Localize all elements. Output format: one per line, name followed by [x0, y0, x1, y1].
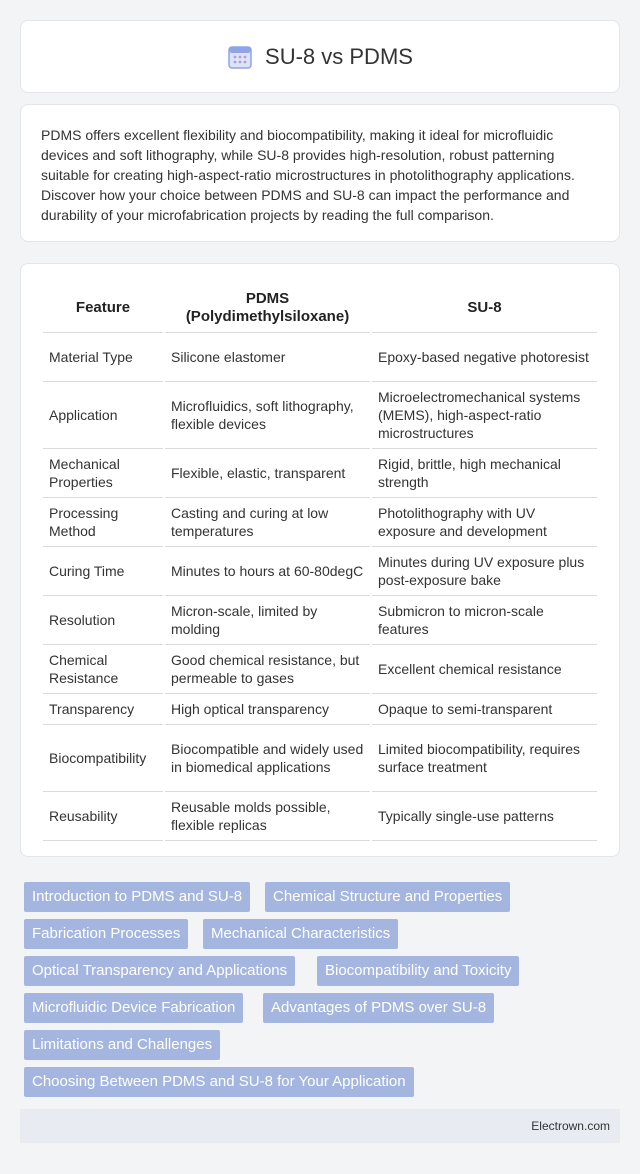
table-cell: Mechanical Properties [43, 449, 163, 498]
table-cell: Biocompatibility [43, 725, 163, 792]
table-cell: Reusable molds possible, flexible replicas [165, 792, 370, 841]
table-cell: Casting and curing at low temperatures [165, 498, 370, 547]
table-cell: Minutes to hours at 60-80degC [165, 547, 370, 596]
table-cell: Application [43, 382, 163, 449]
table-cell: Transparency [43, 694, 163, 725]
footer-site-name: Electrown.com [531, 1119, 610, 1133]
table-header-pdms: PDMS (Polydimethylsiloxane) [165, 284, 370, 333]
table-cell: High optical transparency [165, 694, 370, 725]
table-cell: Microelectromechanical systems (MEMS), high-aspect-ratio microstructures [372, 382, 597, 449]
table-cell: Biocompatible and widely used in biomedical applications [165, 725, 370, 792]
table-row [43, 547, 597, 596]
page-title: SU-8 vs PDMS [265, 43, 413, 69]
tag-mechanical-characteristics[interactable]: Mechanical Characteristics [203, 919, 398, 949]
tag-biocompatibility[interactable]: Biocompatibility and Toxicity [317, 956, 519, 986]
table-header-su8: SU-8 [372, 284, 597, 333]
table-cell: Minutes during UV exposure plus post-exposure bake [372, 547, 597, 596]
table-cell: Silicone elastomer [165, 333, 370, 382]
table-row [43, 596, 597, 645]
table-row [43, 725, 597, 792]
table-cell: Material Type [43, 333, 163, 382]
table-cell: Reusability [43, 792, 163, 841]
table-cell: Flexible, elastic, transparent [165, 449, 370, 498]
tag-introduction[interactable]: Introduction to PDMS and SU-8 [24, 882, 250, 912]
table-cell: Chemical Resistance [43, 645, 163, 694]
table-row [43, 382, 597, 449]
table-cell: Opaque to semi-transparent [372, 694, 597, 725]
table-cell: Good chemical resistance, but permeable to gases [165, 645, 370, 694]
table-header-feature: Feature [43, 284, 163, 333]
table-cell: Microfluidics, soft lithography, flexible devices [165, 382, 370, 449]
header-card [20, 20, 620, 93]
calendar-icon [227, 44, 253, 70]
table-cell: Photolithography with UV exposure and development [372, 498, 597, 547]
table-cell: Micron-scale, limited by molding [165, 596, 370, 645]
table-cell: Excellent chemical resistance [372, 645, 597, 694]
footer [20, 1109, 620, 1143]
table-row [43, 498, 597, 547]
table-row [43, 792, 597, 841]
tag-choosing[interactable]: Choosing Between PDMS and SU-8 for Your Application [24, 1067, 414, 1097]
table-cell: Submicron to micron-scale features [372, 596, 597, 645]
tag-microfluidic-fabrication[interactable]: Microfluidic Device Fabrication [24, 993, 243, 1023]
table-row [43, 694, 597, 725]
table-cell: Resolution [43, 596, 163, 645]
tag-fabrication-processes[interactable]: Fabrication Processes [24, 919, 188, 949]
tag-optical-transparency[interactable]: Optical Transparency and Applications [24, 956, 295, 986]
tag-advantages[interactable]: Advantages of PDMS over SU-8 [263, 993, 494, 1023]
table-cell: Rigid, brittle, high mechanical strength [372, 449, 597, 498]
table-cell: Processing Method [43, 498, 163, 547]
intro-card [20, 104, 620, 242]
tag-chemical-structure[interactable]: Chemical Structure and Properties [265, 882, 510, 912]
table-cell: Typically single-use patterns [372, 792, 597, 841]
comparison-table-card [20, 263, 620, 857]
comparison-table [41, 284, 599, 841]
intro-text: PDMS offers excellent flexibility and biocompatibility, making it ideal for microfluidic devices and soft lithography, while SU-8 provides high-resolution, robust patterning suitable for creating high-aspect-ratio microstructures in photolithography applications. Discover how your choice between PDMS and SU-8 can impact the performance and durability of your microfabrication projects by reading the full comparison. [41, 127, 575, 223]
table-row [43, 333, 597, 382]
table-cell: Epoxy-based negative photoresist [372, 333, 597, 382]
table-cell: Limited biocompatibility, requires surface treatment [372, 725, 597, 792]
table-row [43, 449, 597, 498]
table-cell: Curing Time [43, 547, 163, 596]
table-row [43, 645, 597, 694]
tag-limitations[interactable]: Limitations and Challenges [24, 1030, 220, 1060]
